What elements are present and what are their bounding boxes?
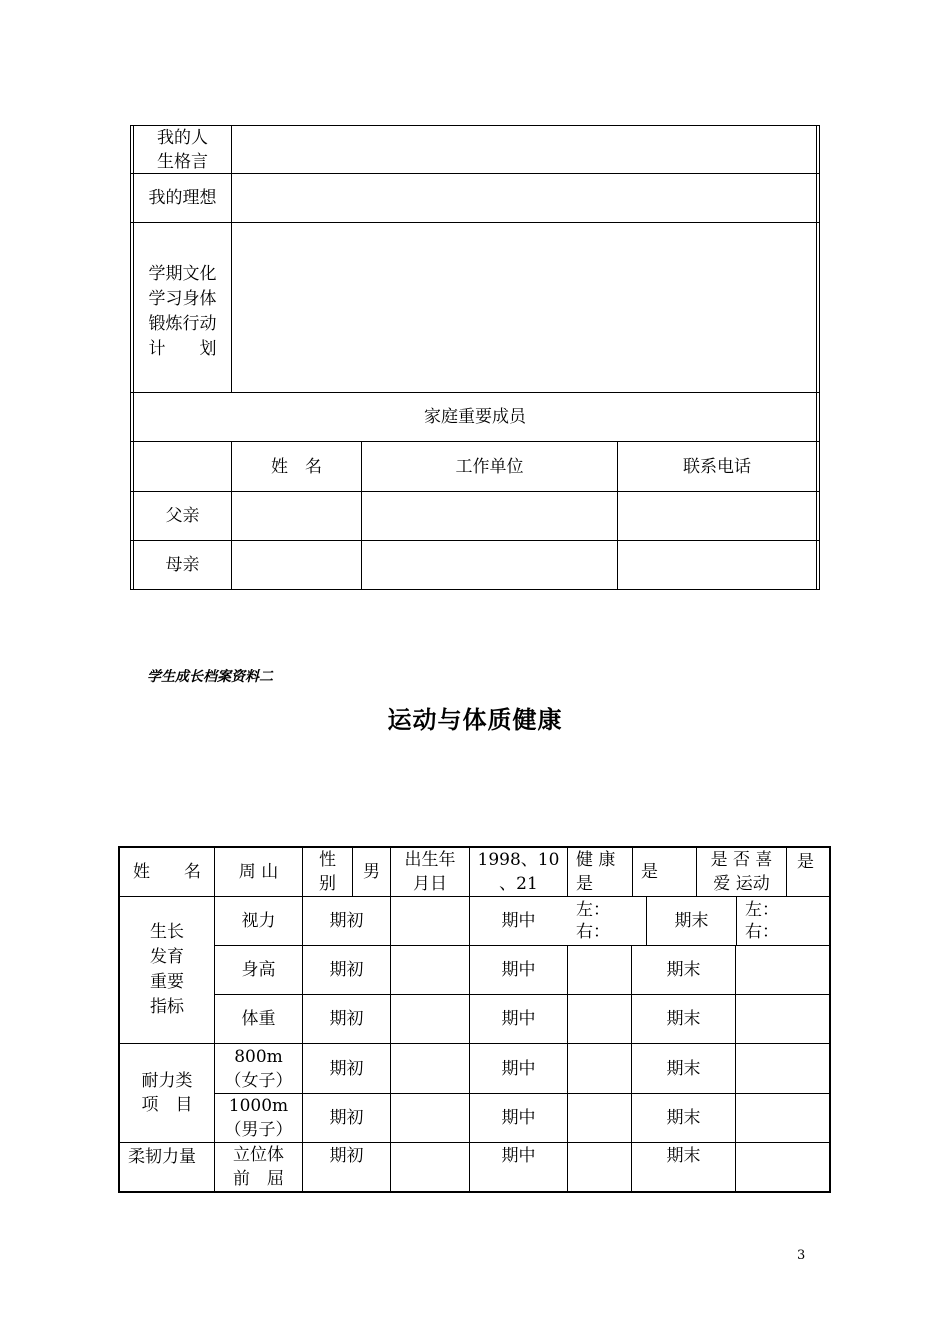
- health-value: 是: [641, 862, 658, 882]
- endurance-label: 耐力类 项 目: [141, 1071, 193, 1115]
- growth-label: 生长 发育 重要 指标: [150, 922, 184, 1017]
- run1000-start-label: 期初: [329, 1108, 364, 1128]
- page-number: 3: [797, 1248, 806, 1263]
- gender-label: 性 别: [319, 850, 336, 894]
- flex-label: 柔韧力量: [128, 1147, 196, 1167]
- header-phone: 联系电话: [683, 456, 751, 477]
- sit-reach-label: 立位体 前 屈: [233, 1145, 284, 1189]
- run800-end-label: 期末: [666, 1058, 701, 1079]
- section-subtitle: 学生成长档案资料二: [147, 669, 273, 685]
- vision-end-field[interactable]: 左： 右：: [745, 900, 779, 942]
- mother-name-field[interactable]: [232, 541, 361, 589]
- weight-mid-label: 期中: [501, 1009, 536, 1029]
- ideal-label: 我的理想: [148, 188, 217, 208]
- birth-label: 出生年 月日: [404, 850, 456, 894]
- height-start-label: 期初: [329, 960, 364, 980]
- father-work-field[interactable]: [362, 492, 617, 540]
- height-end-field[interactable]: [736, 946, 829, 994]
- weight-start-label: 期初: [329, 1009, 364, 1029]
- run800-mid-label: 期中: [501, 1058, 536, 1079]
- run1000-end-label: 期末: [666, 1108, 701, 1128]
- likes-sport-value: 是: [797, 852, 814, 872]
- father-name-field[interactable]: [232, 492, 361, 540]
- height-end-label: 期末: [666, 960, 701, 980]
- run800-start-label: 期初: [329, 1058, 364, 1079]
- weight-mid-field[interactable]: [568, 995, 631, 1043]
- ideal-field[interactable]: [232, 174, 816, 222]
- flex-end-label: 期末: [666, 1146, 701, 1166]
- height-label: 身高: [241, 960, 276, 980]
- vision-mid-label: 期中: [501, 911, 536, 931]
- motto-label: 我的人 生格言: [157, 127, 208, 172]
- header-name: 姓 名: [271, 456, 322, 477]
- flex-mid-field[interactable]: [568, 1143, 631, 1191]
- run800-mid-field[interactable]: [568, 1044, 631, 1093]
- name-label: 姓 名: [133, 862, 201, 882]
- weight-start-field[interactable]: [391, 995, 469, 1043]
- run1000-mid-label: 期中: [501, 1108, 536, 1128]
- weight-end-field[interactable]: [736, 995, 829, 1043]
- flex-end-field[interactable]: [736, 1143, 829, 1191]
- family-title: 家庭重要成员: [424, 407, 526, 427]
- mother-phone-field[interactable]: [618, 541, 816, 589]
- run800-label: 800m （女子）: [224, 1046, 293, 1091]
- header-work: 工作单位: [455, 456, 524, 477]
- father-label: 父亲: [165, 506, 200, 526]
- name-value: 周 山: [238, 862, 279, 882]
- vision-start-field[interactable]: [391, 897, 469, 945]
- flex-start-label: 期初: [329, 1146, 364, 1166]
- motto-field[interactable]: [232, 126, 816, 173]
- vision-end-label: 期末: [674, 911, 709, 931]
- mother-work-field[interactable]: [362, 541, 617, 589]
- gender-value: 男: [363, 862, 380, 882]
- health-label: 健 康 是: [576, 850, 616, 894]
- weight-label: 体重: [241, 1009, 276, 1029]
- vision-mid-field[interactable]: 左： 右：: [576, 900, 610, 942]
- height-mid-field[interactable]: [568, 946, 631, 994]
- height-start-field[interactable]: [391, 946, 469, 994]
- birth-value: 1998、10 、21: [477, 850, 560, 894]
- run1000-start-field[interactable]: [391, 1094, 469, 1142]
- section-title: 运动与体质健康: [387, 706, 563, 734]
- run1000-label: 1000m （男子）: [224, 1096, 293, 1140]
- flex-mid-label: 期中: [501, 1146, 536, 1166]
- plan-field[interactable]: [232, 223, 816, 392]
- likes-sport-label: 是 否 喜 爱 运动: [710, 850, 773, 894]
- run1000-mid-field[interactable]: [568, 1094, 631, 1142]
- mother-label: 母亲: [165, 555, 200, 575]
- weight-end-label: 期末: [666, 1009, 701, 1029]
- plan-label: 学期文化 学习身体 锻炼行动 计 划: [148, 263, 217, 359]
- height-mid-label: 期中: [501, 960, 536, 980]
- run800-end-field[interactable]: [736, 1044, 829, 1093]
- father-phone-field[interactable]: [618, 492, 816, 540]
- flex-start-field[interactable]: [391, 1143, 469, 1191]
- run800-start-field[interactable]: [391, 1044, 469, 1093]
- vision-start-label: 期初: [329, 911, 364, 931]
- run1000-end-field[interactable]: [736, 1094, 829, 1142]
- vision-label: 视力: [241, 911, 276, 931]
